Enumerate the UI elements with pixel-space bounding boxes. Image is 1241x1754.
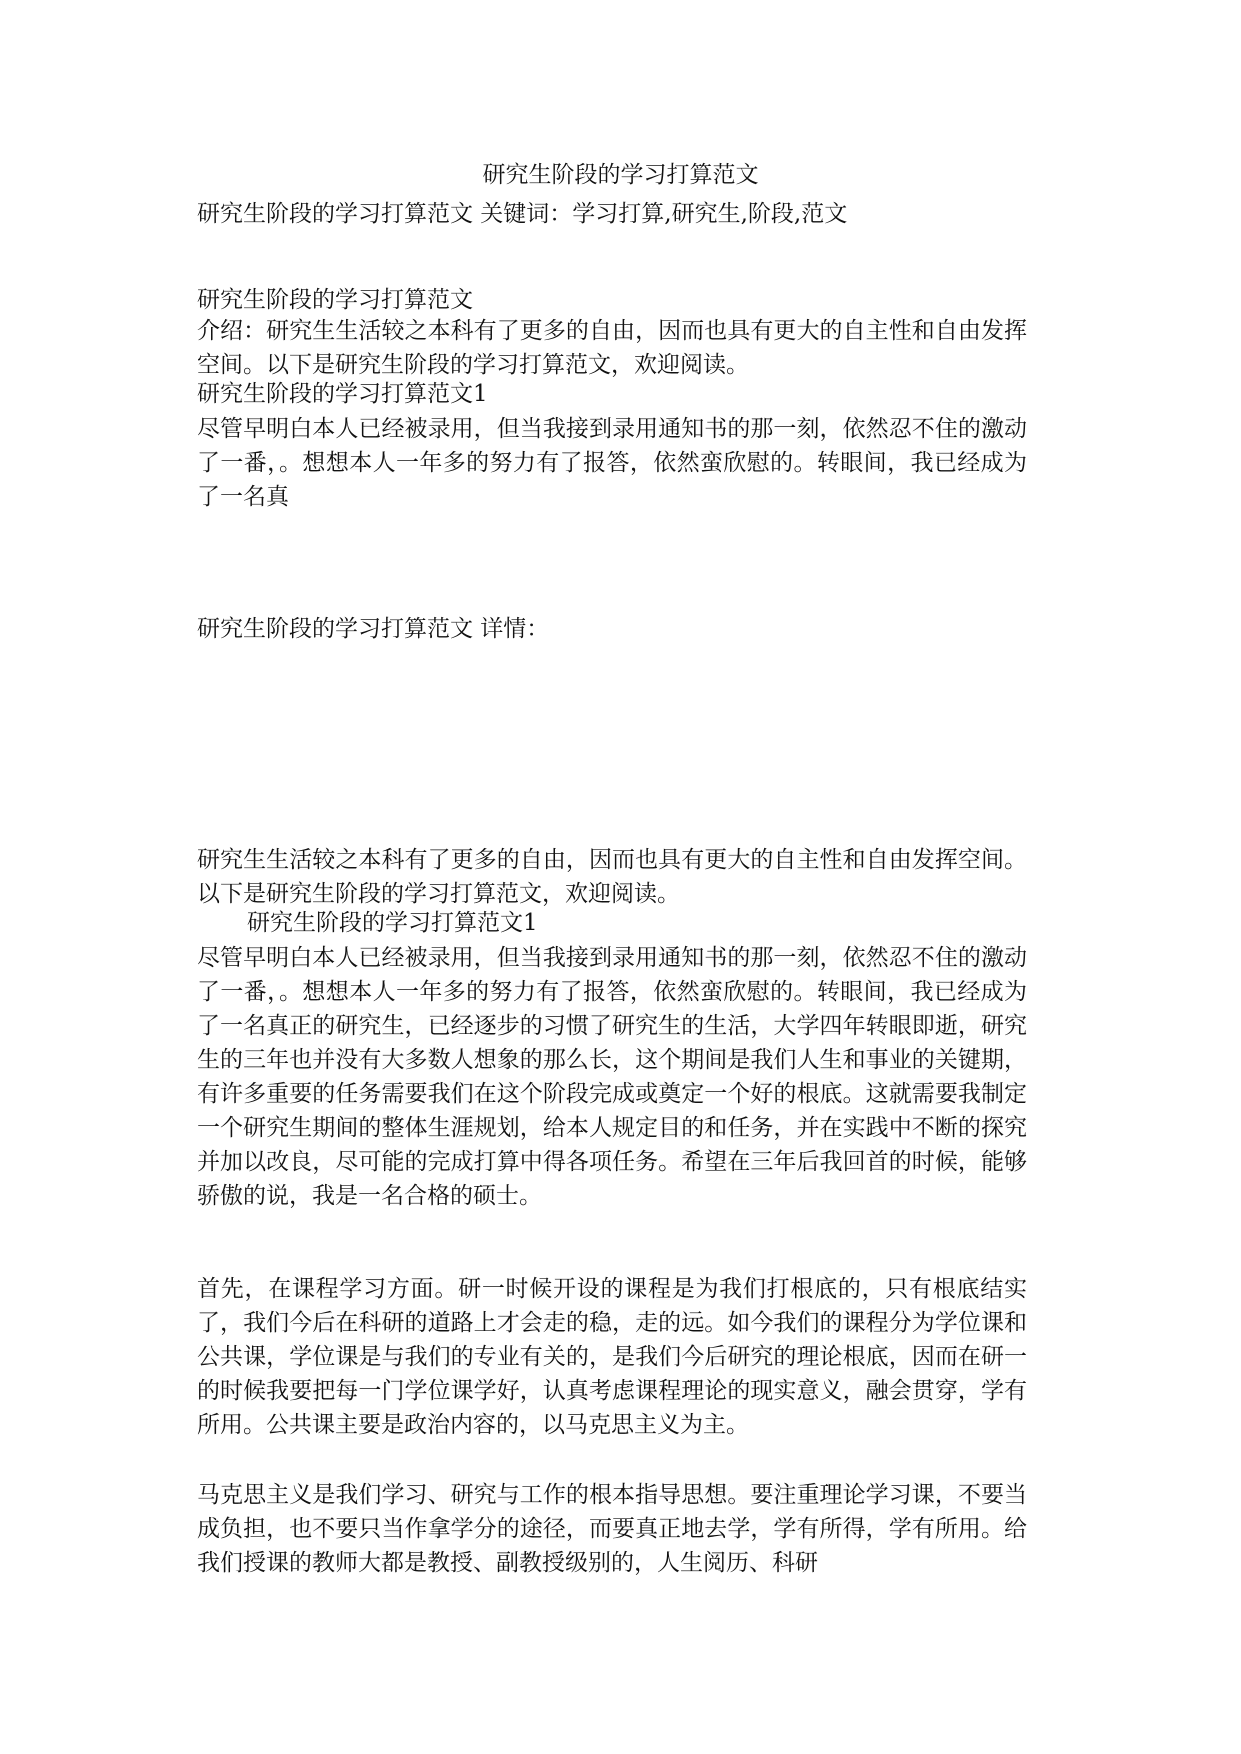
document-title: 研究生阶段的学习打算范文: [482, 162, 759, 188]
summary-excerpt: 尽管早明白本人已经被录用，但当我接到录用通知书的那一刻，依然忍不住的激动了一番，。想想本人一年多的努力有了报答，依然蛮欣慰的。转眼间，我已经成为了一名真: [197, 416, 1027, 510]
details-label: 研究生阶段的学习打算范文 详情：: [197, 616, 550, 642]
body-paragraph-3: 马克思主义是我们学习、研究与工作的根本指导思想。要注重理论学习课，不要当成负担，也不要只当作拿学分的途径，而要真正地去学，学有所得，学有所用。给我们授课的教师大都是教授、副教授级别的，人生阅历、科研: [197, 1482, 1027, 1576]
body-paragraph-1: 尽管早明白本人已经被录用，但当我接到录用通知书的那一刻，依然忍不住的激动了一番，。想想本人一年多的努力有了报答，依然蛮欣慰的。转眼间，我已经成为了一名真正的研究生，已经逐步的习惯了研究生的生活，大学四年转眼即逝，研究生的三年也并没有大多数人想象的那么长，这个期间是我们人生和事业的关键期，有许多重要的任务需要我们在这个阶段完成或奠定一个好的根底。这就需要我制定一个研究生期间的整体生涯规划，给本人规定目的和任务，并在实践中不断的探究并加以改良，尽可能的完成打算中得各项任务。希望在三年后我回首的时候，能够骄傲的说，我是一名合格的硕士。: [197, 945, 1027, 1209]
summary-heading: 研究生阶段的学习打算范文: [197, 287, 473, 313]
summary-sub-heading: 研究生阶段的学习打算范文1: [197, 381, 488, 407]
summary-intro: 介绍：研究生生活较之本科有了更多的自由，因而也具有更大的自主性和自由发挥空间。以下是研究生阶段的学习打算范文，欢迎阅读。: [197, 318, 1027, 378]
body-intro: 研究生生活较之本科有了更多的自由，因而也具有更大的自主性和自由发挥空间。以下是研究生阶段的学习打算范文，欢迎阅读。: [197, 847, 1027, 907]
body-sub-heading: 研究生阶段的学习打算范文1: [247, 910, 538, 936]
body-paragraph-2: 首先，在课程学习方面。研一时候开设的课程是为我们打根底的，只有根底结实了，我们今后在科研的道路上才会走的稳，走的远。如今我们的课程分为学位课和公共课，学位课是与我们的专业有关的，是我们今后研究的理论根底，因而在研一的时候我要把每一门学位课学好，认真考虑课程理论的现实意义，融会贯穿，学有所用。公共课主要是政治内容的，以马克思主义为主。: [197, 1276, 1027, 1438]
keywords-line: 研究生阶段的学习打算范文 关键词：学习打算,研究生,阶段,范文: [197, 201, 848, 227]
